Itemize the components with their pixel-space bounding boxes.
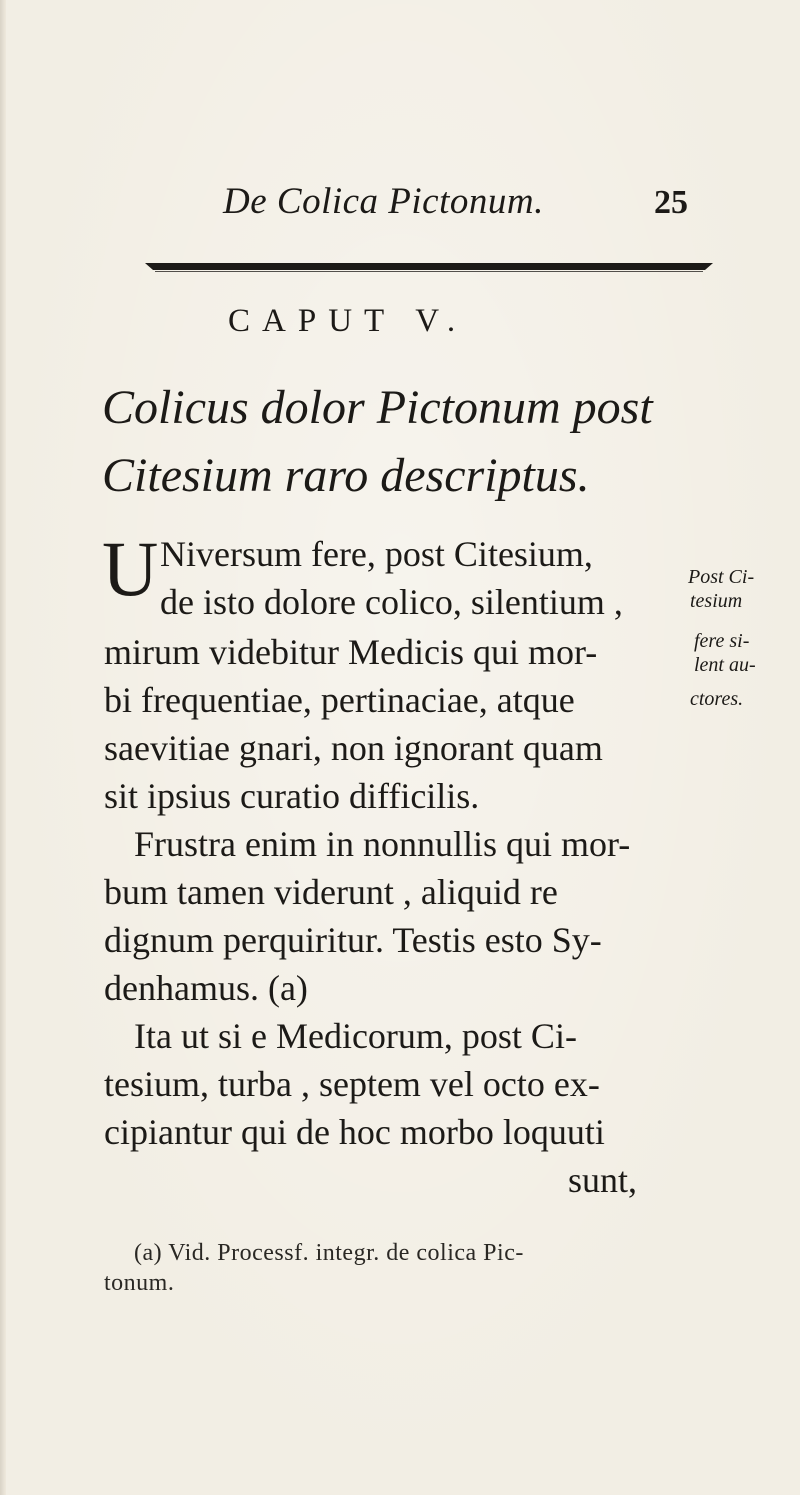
body-line: bi frequentiae, pertinaciae, atque [104, 680, 575, 720]
drop-capital: U [102, 525, 159, 612]
chapter-title-line-2: Citesium raro descriptus. [102, 449, 590, 502]
body-line: Frustra enim in nonnullis qui mor- [134, 824, 631, 864]
margin-note-line: Post Ci- [688, 566, 755, 588]
body-line: saevitiae gnari, non ignorant quam [104, 728, 603, 768]
body-line-catchword: sunt, [568, 1160, 638, 1200]
margin-note-line: ctores. [690, 688, 744, 710]
chapter-title-line-1: Colicus dolor Pictonum post [102, 381, 653, 434]
body-line: bum tamen viderunt , aliquid re [104, 872, 558, 912]
body-line: dignum perquiritur. Testis esto Sy- [104, 920, 602, 960]
page-edge-shadow [0, 0, 6, 1495]
footnote-line-2: tonum. [104, 1270, 175, 1296]
footnote-line-1: (a) Vid. Processf. integr. de colica Pic- [134, 1240, 524, 1266]
margin-note-line: tesium [690, 590, 743, 612]
running-head-title: De Colica Pictonum. [223, 181, 544, 222]
body-line: tesium, turba , septem vel octo ex- [104, 1064, 600, 1104]
body-line: denhamus. (a) [104, 968, 308, 1008]
body-line: de isto dolore colico, silentium , [160, 582, 623, 622]
chapter-label: CAPUT V. [228, 303, 468, 339]
body-line: cipiantur qui de hoc morbo loquuti [104, 1112, 605, 1152]
header-rule [145, 262, 713, 272]
margin-note-line: lent au- [694, 654, 756, 676]
body-line: Niversum fere, post Citesium, [160, 534, 593, 574]
page-number: 25 [654, 184, 688, 221]
body-line: Ita ut si e Medicorum, post Ci- [134, 1016, 577, 1056]
body-line: mirum videbitur Medicis qui mor- [104, 632, 598, 672]
margin-note-line: fere si- [694, 630, 750, 652]
body-line: sit ipsius curatio difficilis. [104, 776, 480, 816]
